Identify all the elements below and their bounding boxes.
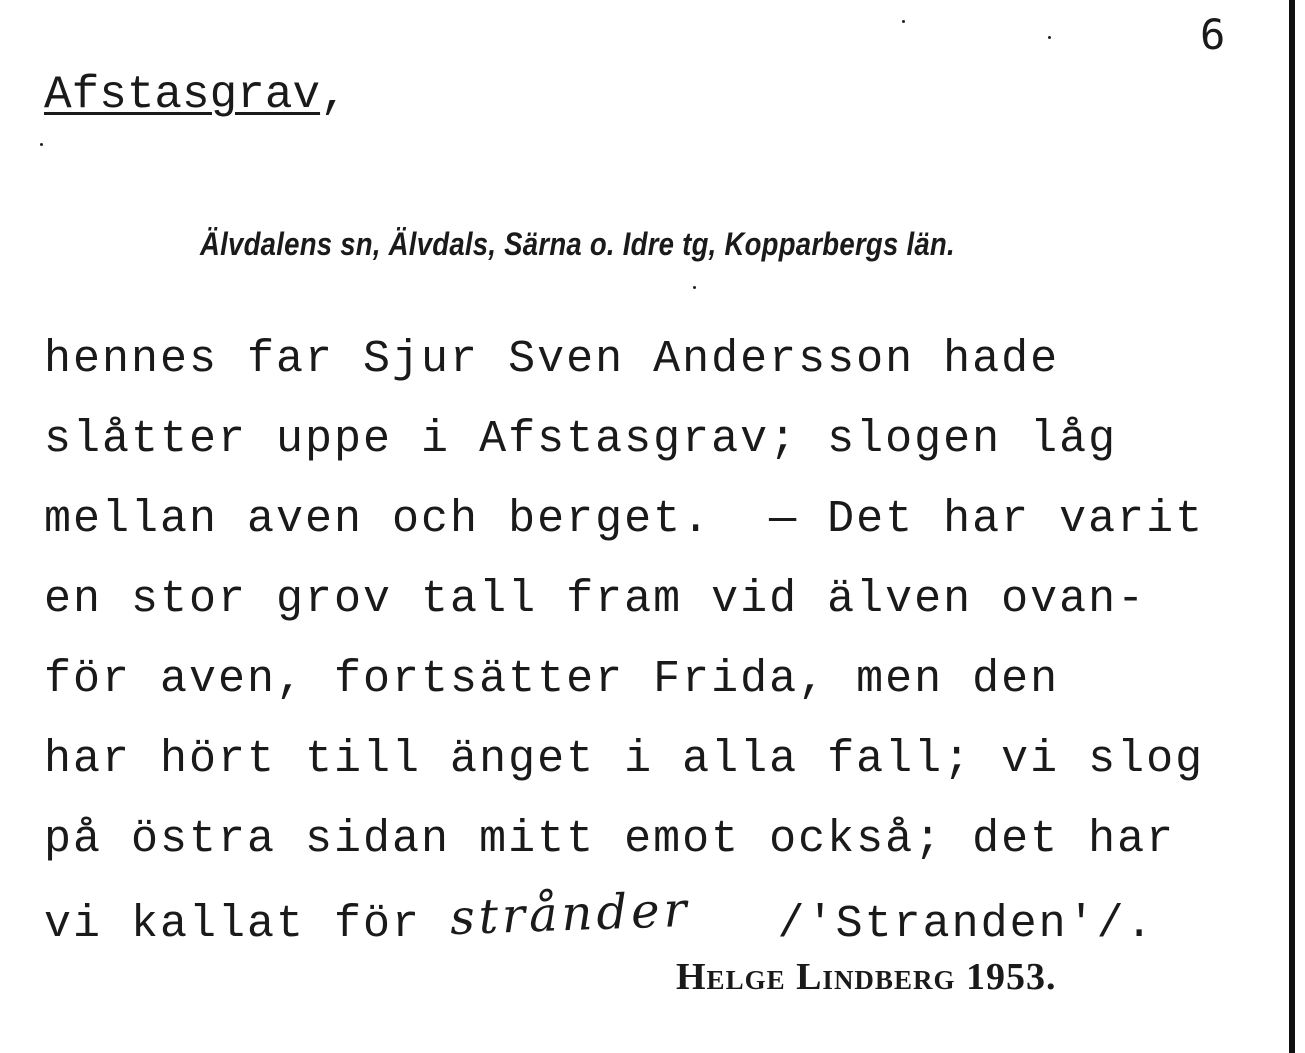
speck — [40, 143, 43, 146]
speck — [693, 286, 696, 289]
last-line-before: vi kallat för — [44, 899, 451, 950]
body-text — [44, 330, 1284, 970]
heading-word: Afstasgrav — [44, 69, 321, 121]
card-edge — [1289, 0, 1295, 1053]
heading — [44, 69, 348, 121]
page-number: 6 — [1200, 10, 1226, 59]
handwritten-word: strånder — [449, 881, 692, 947]
signature: Helge Lindberg 1953. — [676, 956, 1057, 998]
speck — [902, 20, 905, 23]
last-line-after: /'Stranden'/. — [690, 899, 1155, 950]
text-line: har hört till änget i alla fall; vi slog — [44, 734, 1205, 785]
text-line: på östra sidan mitt emot också; det har — [44, 814, 1176, 865]
heading-punct: , — [320, 69, 348, 121]
text-line: en stor grov tall fram vid älven ovan- — [44, 574, 1147, 625]
locality-stamp: Älvdalens sn, Älvdals, Särna o. Idre tg, Kopparbergs län. — [200, 226, 955, 262]
text-line-last — [44, 881, 1284, 970]
speck — [1048, 36, 1051, 39]
text-line: för aven, fortsätter Frida, men den — [44, 654, 1060, 705]
text-line: hennes far Sjur Sven Andersson hade — [44, 334, 1060, 385]
text-line: slåtter uppe i Afstasgrav; slogen låg — [44, 414, 1118, 465]
text-line: mellan aven och berget. — Det har varit — [44, 494, 1205, 545]
